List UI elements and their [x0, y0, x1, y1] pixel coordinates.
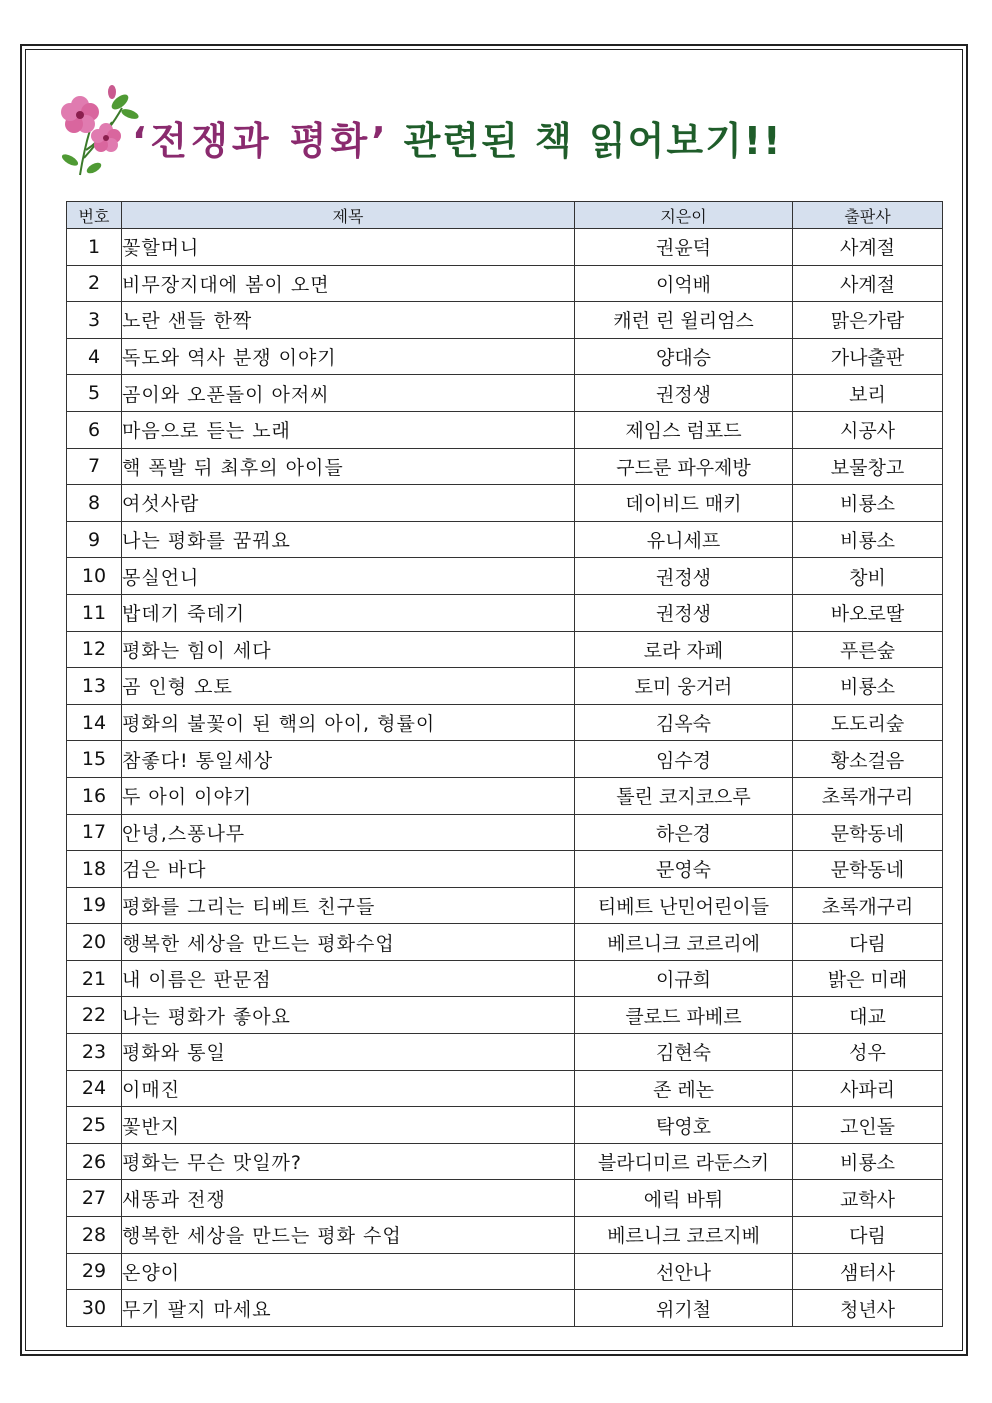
row-publisher: 다림 — [793, 1217, 943, 1254]
row-title: 새똥과 전쟁 — [122, 1180, 575, 1217]
table-row — [67, 631, 943, 668]
row-author: 권정생 — [575, 375, 793, 412]
table-row — [67, 521, 943, 558]
table-row — [67, 338, 943, 375]
row-number: 18 — [67, 851, 122, 888]
table-row — [67, 1143, 943, 1180]
table-row — [67, 1290, 943, 1327]
row-publisher: 보물창고 — [793, 448, 943, 485]
table-row — [67, 448, 943, 485]
row-title: 노란 샌들 한짝 — [122, 302, 575, 339]
table-row — [67, 997, 943, 1034]
row-title: 꽃반지 — [122, 1107, 575, 1144]
row-author: 김옥숙 — [575, 704, 793, 741]
row-author: 위기철 — [575, 1290, 793, 1327]
table-row — [67, 1034, 943, 1071]
row-publisher: 비룡소 — [793, 668, 943, 705]
row-title: 평화의 불꽃이 된 핵의 아이, 형률이 — [122, 704, 575, 741]
table-row — [67, 485, 943, 522]
row-author: 에릭 바튀 — [575, 1180, 793, 1217]
row-number: 1 — [67, 229, 122, 266]
table-row — [67, 777, 943, 814]
row-number: 21 — [67, 960, 122, 997]
table-row — [67, 594, 943, 631]
row-title: 밥데기 죽데기 — [122, 594, 575, 631]
row-number: 7 — [67, 448, 122, 485]
table-header-row — [67, 202, 943, 229]
row-number: 12 — [67, 631, 122, 668]
table-row — [67, 741, 943, 778]
row-number: 20 — [67, 924, 122, 961]
row-publisher: 교학사 — [793, 1180, 943, 1217]
row-title: 평화는 무슨 맛일까? — [122, 1143, 575, 1180]
row-publisher: 고인돌 — [793, 1107, 943, 1144]
row-number: 30 — [67, 1290, 122, 1327]
row-author: 문영숙 — [575, 851, 793, 888]
row-number: 3 — [67, 302, 122, 339]
row-publisher: 바오로딸 — [793, 594, 943, 631]
row-number: 5 — [67, 375, 122, 412]
row-author: 베르니크 코르지베 — [575, 1217, 793, 1254]
row-title: 참좋다! 통일세상 — [122, 741, 575, 778]
row-title: 마음으로 듣는 노래 — [122, 411, 575, 448]
row-title: 곰이와 오푼돌이 아저씨 — [122, 375, 575, 412]
row-number: 11 — [67, 594, 122, 631]
row-title: 평화를 그리는 티베트 친구들 — [122, 887, 575, 924]
row-author: 이규희 — [575, 960, 793, 997]
row-publisher: 시공사 — [793, 411, 943, 448]
table-row — [67, 1253, 943, 1290]
row-number: 2 — [67, 265, 122, 302]
row-publisher: 밝은 미래 — [793, 960, 943, 997]
row-author: 하은경 — [575, 814, 793, 851]
row-title: 곰 인형 오토 — [122, 668, 575, 705]
row-publisher: 초록개구리 — [793, 777, 943, 814]
row-author: 데이비드 매키 — [575, 485, 793, 522]
table-body — [67, 229, 943, 1327]
row-publisher: 비룡소 — [793, 1143, 943, 1180]
row-publisher: 청년사 — [793, 1290, 943, 1327]
row-number: 25 — [67, 1107, 122, 1144]
row-title: 두 아이 이야기 — [122, 777, 575, 814]
row-title: 비무장지대에 봄이 오면 — [122, 265, 575, 302]
row-author: 권정생 — [575, 558, 793, 595]
row-publisher: 샘터사 — [793, 1253, 943, 1290]
row-publisher: 사계절 — [793, 265, 943, 302]
table-row — [67, 375, 943, 412]
table-row — [67, 851, 943, 888]
row-publisher: 성우 — [793, 1034, 943, 1071]
row-title: 행복한 세상을 만드는 평화 수업 — [122, 1217, 575, 1254]
table-row — [67, 924, 943, 961]
row-number: 4 — [67, 338, 122, 375]
row-number: 28 — [67, 1217, 122, 1254]
row-title: 검은 바다 — [122, 851, 575, 888]
row-title: 평화는 힘이 세다 — [122, 631, 575, 668]
row-publisher: 다림 — [793, 924, 943, 961]
row-author: 김현숙 — [575, 1034, 793, 1071]
table-row — [67, 814, 943, 851]
row-title: 평화와 통일 — [122, 1034, 575, 1071]
row-number: 22 — [67, 997, 122, 1034]
row-title: 이매진 — [122, 1070, 575, 1107]
row-publisher: 초록개구리 — [793, 887, 943, 924]
row-author: 토미 웅거러 — [575, 668, 793, 705]
table-row — [67, 960, 943, 997]
row-author: 권윤덕 — [575, 229, 793, 266]
table-row — [67, 558, 943, 595]
table-row — [67, 302, 943, 339]
header-publisher: 출판사 — [793, 202, 943, 229]
row-author: 캐런 린 윌리엄스 — [575, 302, 793, 339]
row-title: 독도와 역사 분쟁 이야기 — [122, 338, 575, 375]
row-title: 무기 팔지 마세요 — [122, 1290, 575, 1327]
row-publisher: 문학동네 — [793, 814, 943, 851]
row-author: 유니세프 — [575, 521, 793, 558]
table-row — [67, 1180, 943, 1217]
row-author: 클로드 파베르 — [575, 997, 793, 1034]
row-author: 구드룬 파우제방 — [575, 448, 793, 485]
row-publisher: 가나출판 — [793, 338, 943, 375]
row-number: 19 — [67, 887, 122, 924]
row-publisher: 도도리숲 — [793, 704, 943, 741]
page-title — [132, 108, 782, 174]
row-number: 8 — [67, 485, 122, 522]
row-publisher: 황소걸음 — [793, 741, 943, 778]
row-publisher: 문학동네 — [793, 851, 943, 888]
row-number: 6 — [67, 411, 122, 448]
table-row — [67, 1070, 943, 1107]
row-author: 선안나 — [575, 1253, 793, 1290]
row-author: 이억배 — [575, 265, 793, 302]
row-number: 10 — [67, 558, 122, 595]
table-row — [67, 1107, 943, 1144]
row-number: 9 — [67, 521, 122, 558]
row-number: 16 — [67, 777, 122, 814]
table-row — [67, 229, 943, 266]
book-list-table — [66, 201, 943, 1327]
row-author: 베르니크 코르리에 — [575, 924, 793, 961]
table-row — [67, 887, 943, 924]
row-author: 탁영호 — [575, 1107, 793, 1144]
row-publisher: 비룡소 — [793, 521, 943, 558]
row-author: 제임스 럼포드 — [575, 411, 793, 448]
row-title: 행복한 세상을 만드는 평화수업 — [122, 924, 575, 961]
title-part-war-and-peace: ‘전쟁과 평화’ — [132, 119, 390, 163]
row-author: 블라디미르 라둔스키 — [575, 1143, 793, 1180]
row-publisher: 맑은가람 — [793, 302, 943, 339]
row-number: 17 — [67, 814, 122, 851]
row-publisher: 사계절 — [793, 229, 943, 266]
title-part-read-books: 관련된 책 읽어보기!! — [403, 119, 783, 163]
row-number: 27 — [67, 1180, 122, 1217]
row-number: 23 — [67, 1034, 122, 1071]
header-title: 제목 — [122, 202, 575, 229]
row-number: 14 — [67, 704, 122, 741]
table-row — [67, 411, 943, 448]
row-title: 나는 평화를 꿈꿔요 — [122, 521, 575, 558]
table-row — [67, 265, 943, 302]
row-title: 여섯사람 — [122, 485, 575, 522]
row-publisher: 사파리 — [793, 1070, 943, 1107]
row-author: 존 레논 — [575, 1070, 793, 1107]
row-publisher: 창비 — [793, 558, 943, 595]
row-author: 티베트 난민어린이들 — [575, 887, 793, 924]
row-title: 나는 평화가 좋아요 — [122, 997, 575, 1034]
row-number: 15 — [67, 741, 122, 778]
row-author: 양대승 — [575, 338, 793, 375]
header-author: 지은이 — [575, 202, 793, 229]
row-publisher: 보리 — [793, 375, 943, 412]
row-number: 13 — [67, 668, 122, 705]
row-number: 26 — [67, 1143, 122, 1180]
row-title: 핵 폭발 뒤 최후의 아이들 — [122, 448, 575, 485]
row-author: 로라 자페 — [575, 631, 793, 668]
hibiscus-flower-icon — [50, 80, 140, 180]
row-number: 24 — [67, 1070, 122, 1107]
row-author: 권정생 — [575, 594, 793, 631]
row-publisher: 대교 — [793, 997, 943, 1034]
table-row — [67, 704, 943, 741]
row-number: 29 — [67, 1253, 122, 1290]
row-title: 몽실언니 — [122, 558, 575, 595]
row-publisher: 푸른숲 — [793, 631, 943, 668]
row-title: 온양이 — [122, 1253, 575, 1290]
row-title: 내 이름은 판문점 — [122, 960, 575, 997]
row-publisher: 비룡소 — [793, 485, 943, 522]
row-author: 톨린 코지코으루 — [575, 777, 793, 814]
table-row — [67, 1217, 943, 1254]
row-author: 임수경 — [575, 741, 793, 778]
header-number: 번호 — [67, 202, 122, 229]
row-title: 안녕,스퐁나무 — [122, 814, 575, 851]
row-title: 꽃할머니 — [122, 229, 575, 266]
table-row — [67, 668, 943, 705]
